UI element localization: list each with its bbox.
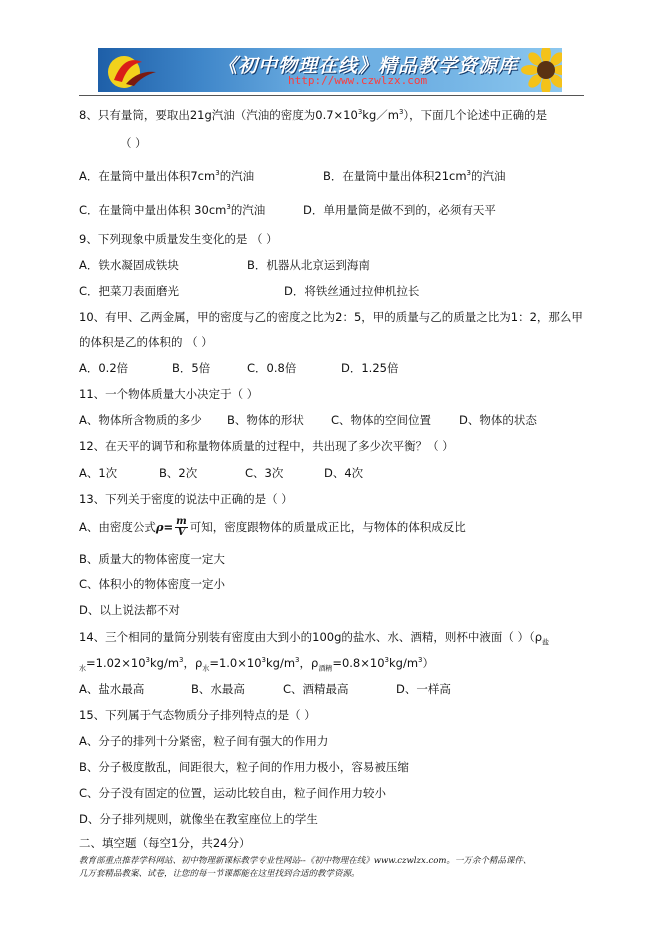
question-15-option-b: B、分子极度散乱，间距很大，粒子间的作用力极小，容易被压缩 [79, 760, 409, 774]
question-12-option-b: B、2次 [159, 466, 198, 480]
question-9-stem: 9、下列现象中质量发生变化的是 （ ） [79, 232, 278, 246]
question-15-stem: 15、下列属于气态物质分子排列特点的是（ ） [79, 708, 316, 722]
site-logo [104, 50, 166, 90]
question-14-stem-2: $_水=1.02\times 10^3kg/m^3$，$\rho_水=1.0\times 10^3kg/m^3$，$\rho_{酒精}=0.8\times 10^3kg/m^3$） [79, 656, 434, 673]
question-8-option-b: B．在量筒中量出体积$21cm^3$的汽油 [323, 169, 506, 183]
page-footer [79, 855, 599, 881]
question-8-option-a: A．在量筒中量出体积$7cm^3$的汽油 [79, 169, 255, 183]
banner-title: 《初中物理在线》精品教学资源库 [218, 55, 519, 77]
question-13-option-a: A、由密度公式ρ= $\frac{m}{V}$ 可知，密度跟物体的质量成正比，与物体的体积成反比 [79, 516, 466, 538]
question-8-blank: （ ） [120, 136, 147, 150]
question-13-option-d: D、以上说法都不对 [79, 603, 180, 617]
question-13-option-b: B、质量大的物体密度一定大 [79, 552, 225, 566]
question-14-option-b: B、水最高 [191, 682, 245, 696]
footer-line-1: 教育部重点推荐学科网站、初中物理新课标教学专业性网站--《初中物理在线》www.czwlzx.com。一万余个精品课件、 [79, 856, 532, 866]
question-15-option-c: C、分子没有固定的位置，运动比较自由，粒子间作用力较小 [79, 786, 387, 800]
question-10-stem-2: 的体积是乙的体积的 （ ） [79, 335, 213, 349]
question-9-option-b: B．机器从北京运到海南 [247, 258, 370, 272]
question-10-option-c: C．0.8倍 [247, 361, 297, 375]
question-14-option-d: D、一样高 [396, 682, 451, 696]
footer-line-2: 几万套精品教案、试卷，让您的每一节课都能在这里找到合适的教学资源。 [79, 869, 360, 879]
question-12-option-a: A、1次 [79, 466, 118, 480]
question-10-option-b: B．5倍 [172, 361, 211, 375]
question-8-stem: 8、只有量筒，要取出21g汽油（汽油的密度为$0.7\times 10^3kg/m^3$），下面几个论述中正确的是 [79, 108, 548, 122]
question-8-option-c: C．在量筒中量出体积 $30cm^3$的汽油 [79, 203, 266, 217]
sunflower-image [516, 48, 562, 92]
question-10-stem-1: 10、有甲、乙两金属，甲的密度与乙的密度之比为2：5，甲的质量与乙的质量之比为1：2，那么甲 [79, 310, 583, 324]
question-10-option-d: D．1.25倍 [341, 361, 399, 375]
question-12-stem: 12、在天平的调节和称量物体质量的过程中，共出现了多少次平衡？（ ） [79, 439, 454, 453]
question-14-stem-1: 14、三个相同的量筒分别装有密度由大到小的100g的盐水、水、酒精，则杯中液面（ ）（$\rho_盐$ [79, 630, 550, 647]
question-12-option-d: D、4次 [324, 466, 364, 480]
question-14-option-a: A、盐水最高 [79, 682, 145, 696]
question-12-option-c: C、3次 [245, 466, 284, 480]
question-11-option-b: B、物体的形状 [227, 413, 304, 427]
question-9-option-c: C．把菜刀表面磨光 [79, 284, 180, 298]
density-formula-fraction: $\frac{m}{V}$ [176, 516, 187, 538]
density-formula-rho: ρ [155, 520, 164, 534]
question-11-stem: 11、一个物体质量大小决定于（ ） [79, 387, 259, 401]
header-rule [79, 95, 584, 96]
question-8-option-d: D．单用量筒是做不到的，必须有天平 [303, 203, 496, 217]
question-14-option-c: C、酒精最高 [283, 682, 349, 696]
question-15-option-a: A、分子的排列十分紧密，粒子间有强大的作用力 [79, 734, 329, 748]
header-banner [98, 48, 562, 92]
question-9-option-d: D．将铁丝通过拉伸机拉长 [284, 284, 420, 298]
question-11-option-d: D、物体的状态 [459, 413, 537, 427]
question-9-option-a: A．铁水凝固成铁块 [79, 258, 179, 272]
question-11-option-a: A、物体所含物质的多少 [79, 413, 202, 427]
question-13-stem: 13、下列关于密度的说法中正确的是（ ） [79, 492, 293, 506]
section-2-heading: 二、填空题（每空1分，共24分） [79, 836, 251, 850]
banner-url[interactable]: http://www.czwlzx.com [288, 74, 428, 87]
question-15-option-d: D、分子排列规则，就像坐在教室座位上的学生 [79, 812, 318, 826]
question-13-option-c: C、体积小的物体密度一定小 [79, 577, 226, 591]
question-11-option-c: C、物体的空间位置 [331, 413, 432, 427]
question-10-option-a: A．0.2倍 [79, 361, 129, 375]
